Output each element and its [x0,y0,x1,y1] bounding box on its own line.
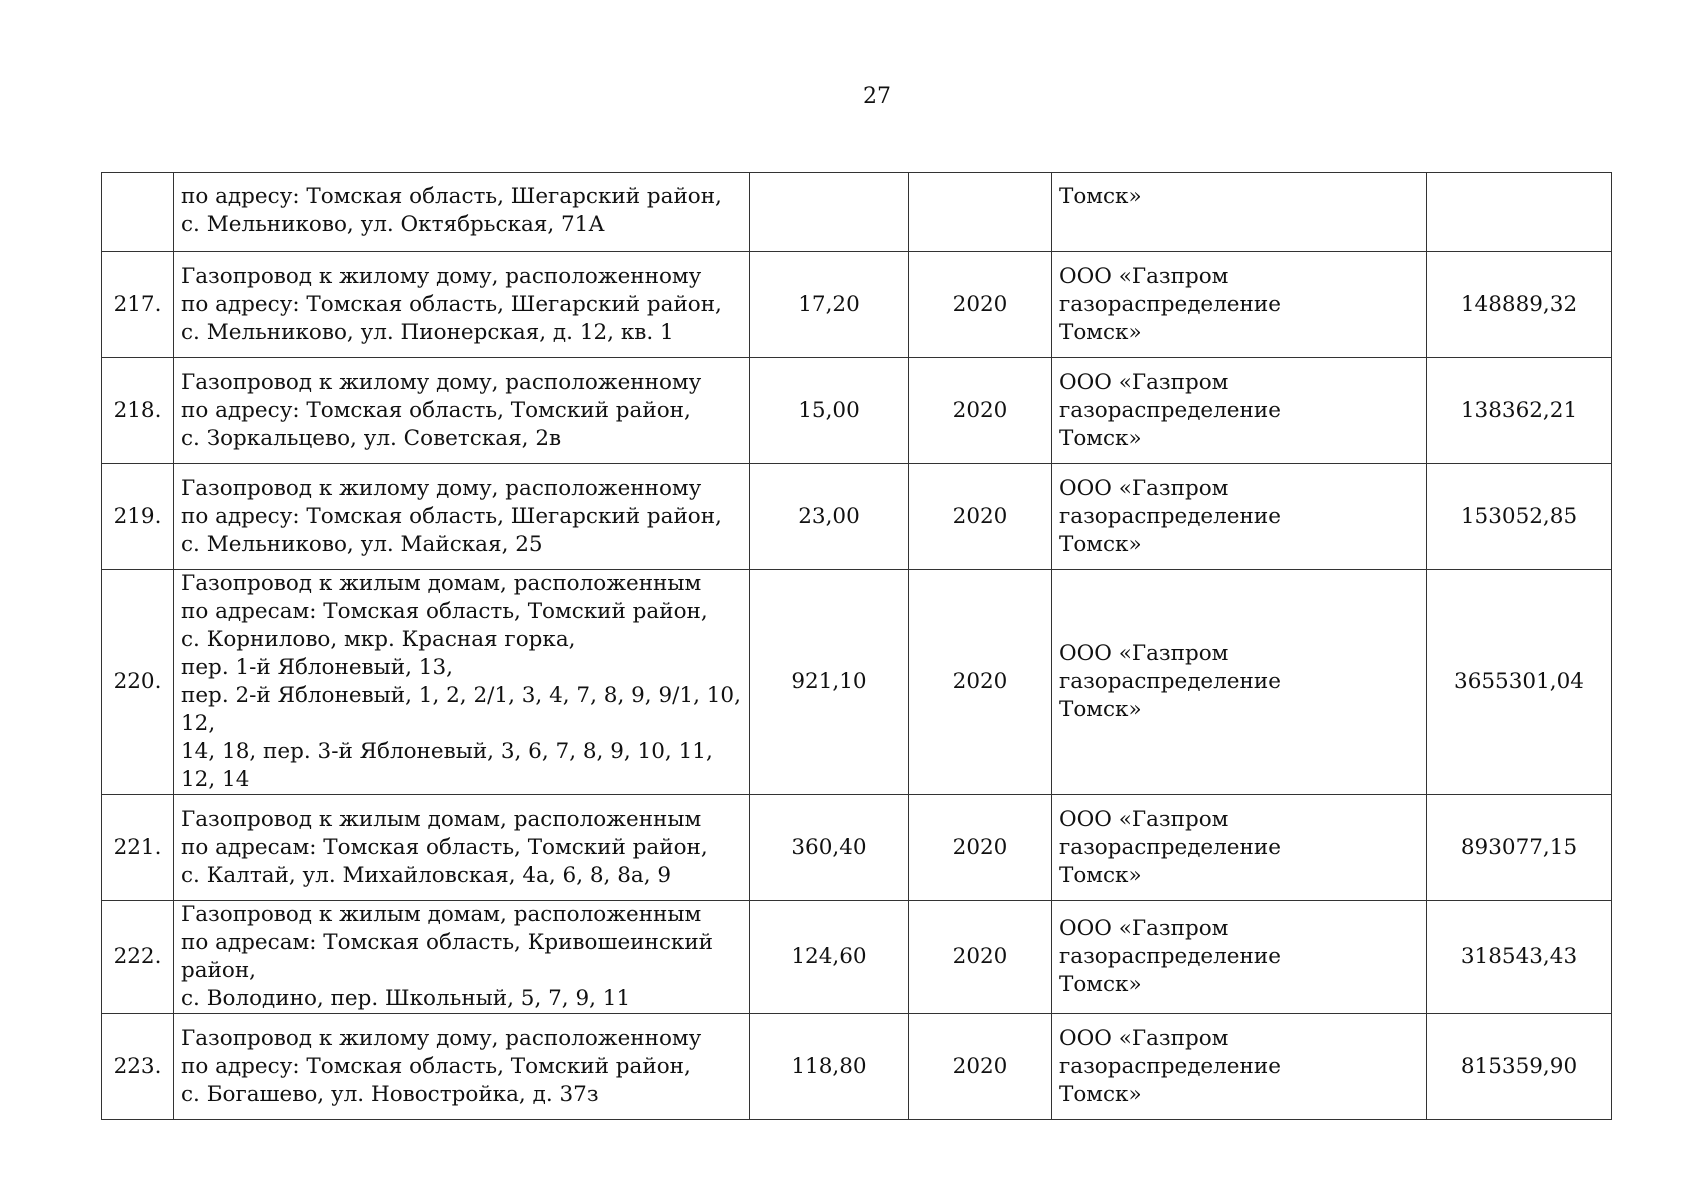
cost-value: 3655301,04 [1427,570,1612,795]
table-row [102,173,1612,252]
commission-year [909,173,1052,252]
table-row [102,464,1612,570]
pipeline-length: 15,00 [750,358,909,464]
cost-value [1427,173,1612,252]
gas-pipeline-table [101,172,1612,1120]
row-number: 222. [102,901,174,1014]
cost-value: 815359,90 [1427,1014,1612,1120]
cost-value: 138362,21 [1427,358,1612,464]
commission-year: 2020 [909,901,1052,1014]
cost-value: 153052,85 [1427,464,1612,570]
pipeline-length: 921,10 [750,570,909,795]
pipeline-length: 23,00 [750,464,909,570]
commission-year: 2020 [909,570,1052,795]
row-number: 221. [102,795,174,901]
object-description: по адресу: Томская область, Шегарский район, с. Мельниково, ул. Октябрьская, 71А [174,173,750,252]
object-description: Газопровод к жилому дому, расположенному по адресу: Томская область, Томский район, с. Зоркальцево, ул. Советская, 2в [174,358,750,464]
commission-year: 2020 [909,358,1052,464]
cost-value: 318543,43 [1427,901,1612,1014]
pipeline-length: 17,20 [750,252,909,358]
pipeline-length: 360,40 [750,795,909,901]
table-row [102,252,1612,358]
cost-value: 893077,15 [1427,795,1612,901]
row-number: 223. [102,1014,174,1120]
object-description: Газопровод к жилым домам, расположенным по адресам: Томская область, Томский район, с. Корнилово, мкр. Красная горка, пер. 1-й Яблоневый, 13, пер. 2-й Яблоневый, 1, 2, 2/1, 3, 4, 7, 8, 9, 9/1, 10, 12, 14, 18, пер. 3-й Яблоневый, 3, 6, 7, 8, 9, 10, 11, 12, 14 [174,570,750,795]
table-row [102,1014,1612,1120]
commission-year: 2020 [909,795,1052,901]
cost-value: 148889,32 [1427,252,1612,358]
owner-organization: ООО «Газпром газораспределение Томск» [1052,901,1427,1014]
row-number: 220. [102,570,174,795]
commission-year: 2020 [909,252,1052,358]
table-row [102,570,1612,795]
owner-organization: ООО «Газпром газораспределение Томск» [1052,464,1427,570]
pipeline-length: 118,80 [750,1014,909,1120]
row-number: 219. [102,464,174,570]
object-description: Газопровод к жилому дому, расположенному по адресу: Томская область, Томский район, с. Богашево, ул. Новостройка, д. 37з [174,1014,750,1120]
pipeline-length [750,173,909,252]
owner-organization: ООО «Газпром газораспределение Томск» [1052,795,1427,901]
object-description: Газопровод к жилому дому, расположенному по адресу: Томская область, Шегарский район, с. Мельниково, ул. Пионерская, д. 12, кв. 1 [174,252,750,358]
table-row [102,795,1612,901]
object-description: Газопровод к жилым домам, расположенным по адресам: Томская область, Томский район, с. Калтай, ул. Михайловская, 4а, 6, 8, 8а, 9 [174,795,750,901]
commission-year: 2020 [909,464,1052,570]
page-number: 27 [863,84,891,109]
row-number: 218. [102,358,174,464]
owner-organization: ООО «Газпром газораспределение Томск» [1052,252,1427,358]
owner-organization: ООО «Газпром газораспределение Томск» [1052,570,1427,795]
commission-year: 2020 [909,1014,1052,1120]
object-description: Газопровод к жилому дому, расположенному по адресу: Томская область, Шегарский район, с. Мельниково, ул. Майская, 25 [174,464,750,570]
row-number: 217. [102,252,174,358]
owner-organization: Томск» [1052,173,1427,252]
owner-organization: ООО «Газпром газораспределение Томск» [1052,1014,1427,1120]
pipeline-length: 124,60 [750,901,909,1014]
row-number [102,173,174,252]
object-description: Газопровод к жилым домам, расположенным по адресам: Томская область, Кривошеинский район, с. Володино, пер. Школьный, 5, 7, 9, 11 [174,901,750,1014]
table-row [102,901,1612,1014]
table-row [102,358,1612,464]
owner-organization: ООО «Газпром газораспределение Томск» [1052,358,1427,464]
